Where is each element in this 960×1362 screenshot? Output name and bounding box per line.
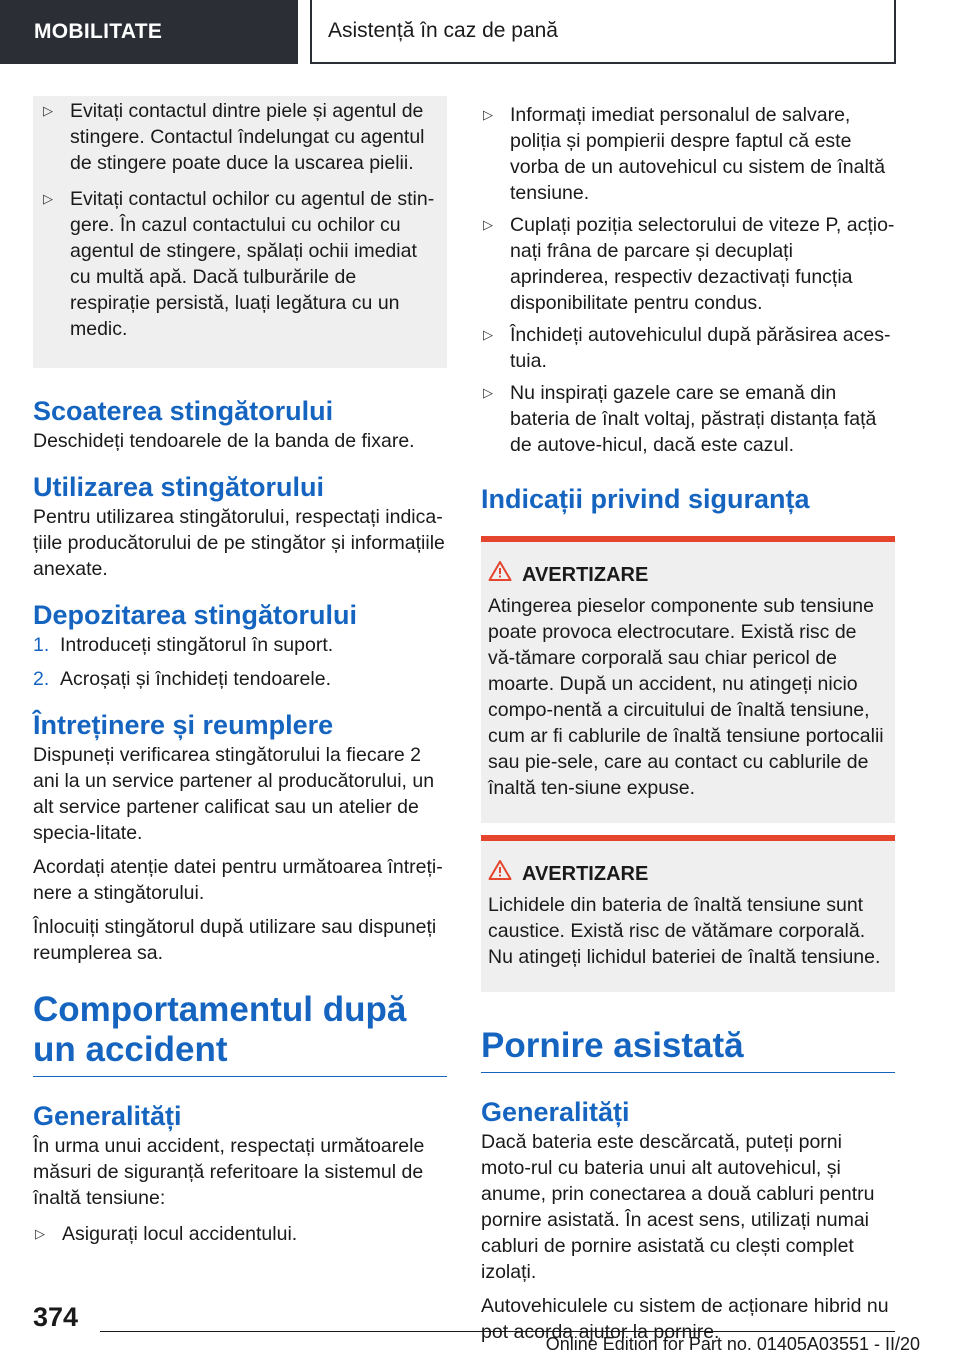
list-item: ▷ Evitați contactul ochilor cu agentul de stin-gere. În cazul contactului cu ochilor cu agentul de stingere, spălați ochii imediat cu multă apă. Dacă tulburările de respirație persistă, luați legătura cu un medic. bbox=[43, 188, 435, 340]
section-heading: Întreținere și reumplere bbox=[33, 710, 334, 740]
warning-text: Atingerea pieselor componente sub tensiune poate provoca electrocutare. Există risc de vă-tămare corporală sau chiar pericol de moarte. După un accident, nu atingeți nicio compo-nentă a circuitului de înaltă tensiune, cum ar fi cablurile de înaltă tensiune portocalii sau pie-sele, care au contact cu cablurile de înaltă ten-siune expuse. bbox=[488, 595, 884, 799]
numbered-step: 2. Acroșați și închideți tendoarele. bbox=[33, 668, 331, 690]
section-heading: Depozitarea stingătorului bbox=[33, 600, 358, 630]
section-heading: Utilizarea stingătorului bbox=[33, 472, 325, 502]
chapter-heading-block bbox=[33, 990, 447, 1077]
paragraph: Autovehiculele cu sistem de acționare hibrid nu pot acorda ajutor la pornire. bbox=[481, 1295, 889, 1343]
chapter-heading-block bbox=[481, 1026, 895, 1073]
warning-triangle-icon bbox=[488, 859, 522, 888]
warning-triangle-icon bbox=[488, 560, 522, 589]
numbered-step: 1. Introduceți stingătorul în suport. bbox=[33, 634, 334, 656]
warning-box bbox=[481, 536, 895, 823]
page-header bbox=[0, 0, 960, 66]
section-tab: MOBILITATE bbox=[0, 0, 298, 64]
triangle-right-icon: ▷ bbox=[43, 191, 53, 206]
warning-box bbox=[481, 835, 895, 992]
list-item: ▷ Nu inspirați gazele care se emană din bateria de înalt voltaj, păstrați distanța față de autove-hicul, dacă este cazul. bbox=[483, 382, 877, 456]
chapter-title: Asistență în caz de pană bbox=[310, 0, 896, 64]
warning-text: Lichidele din bateria de înaltă tensiune sunt caustice. Există risc de vătămare corporală. Nu atingeți lichidul bateriei de înaltă tensiune. bbox=[488, 894, 881, 968]
paragraph: Înlocuiți stingătorul după utilizare sau dispuneți reumplerea sa. bbox=[33, 916, 437, 964]
triangle-right-icon: ▷ bbox=[483, 327, 493, 342]
paragraph: Dacă bateria este descărcată, puteți porni moto-rul cu bateria unui alt autovehicul, și anume, prin conectarea a două cabluri pentru pornire asistată. În acest sens, utilizați numai cabluri de pornire asistată cu clești complet izolați. bbox=[481, 1131, 875, 1283]
section-heading: Generalități bbox=[33, 1101, 182, 1131]
chapter-heading: Comportamentul după un accident bbox=[33, 990, 407, 1069]
warning-title: AVERTIZARE bbox=[522, 563, 649, 586]
edition-note: Online Edition for Part no. 01405A03551 - II/20 bbox=[545, 1334, 920, 1354]
triangle-right-icon: ▷ bbox=[35, 1226, 45, 1241]
chapter-heading: Pornire asistată bbox=[481, 1026, 744, 1065]
paragraph: Acordați atenție datei pentru următoarea întreți-nere a stingătorului. bbox=[33, 856, 443, 904]
triangle-right-icon: ▷ bbox=[483, 217, 493, 232]
paragraph: Deschideți tendoarele de la banda de fixare. bbox=[33, 430, 415, 452]
section-heading: Scoaterea stingătorului bbox=[33, 396, 334, 426]
triangle-right-icon: ▷ bbox=[483, 385, 493, 400]
list-item: ▷ Cuplați poziția selectorului de viteze P, acțio-nați frâna de parcare și decuplați aprinderea, respectiv dezactivați funcția disponibilitate pentru condus. bbox=[483, 214, 895, 314]
left-column bbox=[33, 96, 447, 1247]
page-number: 374 bbox=[33, 1302, 79, 1332]
section-heading: Indicații privind siguranța bbox=[481, 484, 810, 514]
list-item: ▷ Evitați contactul dintre piele și agentul de stingere. Contactul îndelungat cu agentul de stingere poate duce la uscarea pielii. bbox=[43, 100, 425, 174]
paragraph: Pentru utilizarea stingătorului, respectați indica-țiile producătorului de pe stingător și informațiile anexate. bbox=[33, 506, 445, 580]
list-item: ▷ Asigurați locul accidentului. bbox=[35, 1223, 298, 1245]
paragraph: În urma unui accident, respectați următoarele măsuri de siguranță referitoare la sistemul de înaltă tensiune: bbox=[33, 1135, 425, 1209]
footer-divider bbox=[100, 1331, 895, 1332]
warning-title: AVERTIZARE bbox=[522, 862, 649, 885]
section-heading: Generalități bbox=[481, 1097, 630, 1127]
info-box bbox=[33, 96, 447, 368]
list-item: ▷ Închideți autovehiculul după părăsirea aces-tuia. bbox=[483, 324, 891, 372]
triangle-right-icon: ▷ bbox=[483, 107, 493, 122]
triangle-right-icon: ▷ bbox=[43, 103, 53, 118]
paragraph: Dispuneți verificarea stingătorului la fiecare 2 ani la un service partener al producătorului, un alt service partener calificat sau un atelier de specia-litate. bbox=[33, 744, 435, 844]
list-item: ▷ Informați imediat personalul de salvare, poliția și pompierii despre faptul că este vorba de un autovehicul cu sistem de înaltă tensiune. bbox=[483, 104, 886, 204]
right-column bbox=[481, 102, 895, 1345]
